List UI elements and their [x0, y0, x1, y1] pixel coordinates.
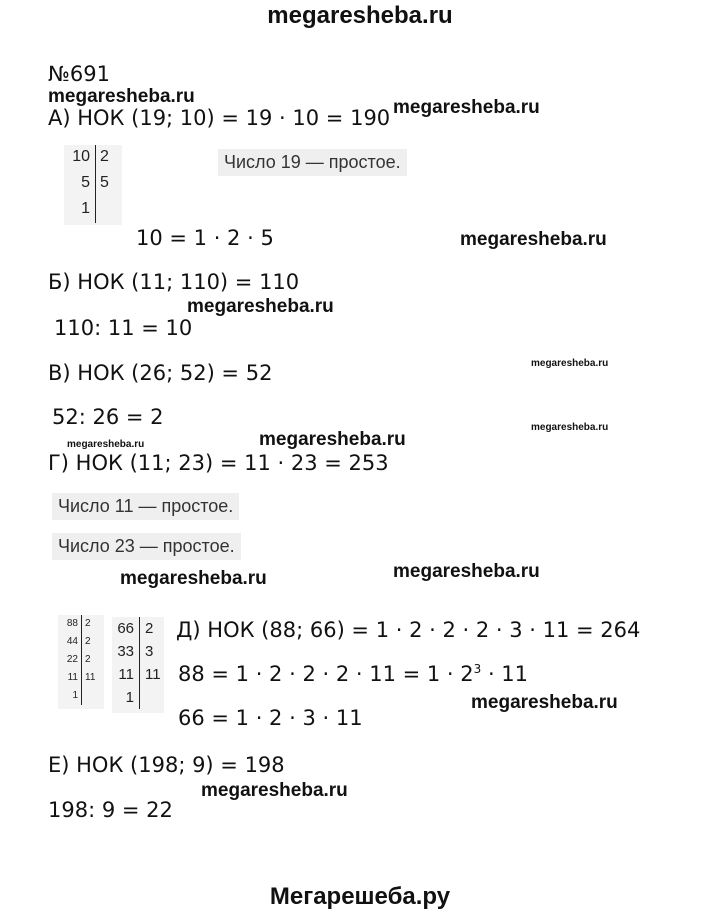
watermark: megaresheba.ru: [393, 97, 540, 118]
factor-divisor: [81, 687, 101, 705]
factor-table-10: [64, 145, 122, 225]
exponent: 3: [473, 662, 482, 676]
factor-value: 11: [118, 666, 134, 683]
factor-value: 10: [72, 148, 90, 165]
decomposition-88-main: 88 = 1 · 2 · 2 · 2 · 11 = 1 · 2: [178, 662, 474, 686]
watermark: megaresheba.ru: [187, 296, 334, 317]
factor-value: 22: [66, 654, 78, 665]
equation-d: Д) НОК (88; 66) = 1 · 2 · 2 · 2 · 3 · 11 = 264: [176, 618, 641, 642]
note-prime-19: Число 19 — простое.: [218, 149, 407, 176]
equation-e: Е) НОК (198; 9) = 198: [48, 753, 285, 777]
equation-g: Г) НОК (11; 23) = 11 · 23 = 253: [48, 451, 389, 475]
factor-divisor: 2: [81, 651, 101, 669]
factor-divisor: 11: [81, 669, 101, 687]
factor-divisor: 2: [81, 615, 101, 633]
equation-a: А) НОК (19; 10) = 19 · 10 = 190: [48, 106, 391, 130]
decomposition-66: 66 = 1 · 2 · 3 · 11: [178, 706, 363, 730]
factor-value: 44: [66, 636, 78, 647]
factor-value: 5: [81, 174, 90, 191]
watermark: megaresheba.ru: [531, 358, 609, 369]
problem-number: №691: [48, 62, 110, 86]
factor-value: 88: [66, 618, 78, 629]
factor-value: 1: [72, 690, 78, 701]
factor-divisor: [139, 686, 163, 709]
decomposition-88-tail: · 11: [481, 662, 529, 686]
watermark: megaresheba.ru: [393, 561, 540, 582]
note-prime-23: Число 23 — простое.: [52, 533, 241, 560]
watermark: megaresheba.ru: [201, 780, 348, 801]
site-header: megaresheba.ru: [267, 2, 453, 29]
check-e: 198: 9 = 22: [48, 798, 173, 822]
decomposition-88: [178, 662, 528, 686]
factor-table-88: [58, 615, 104, 709]
factor-value: 66: [117, 620, 134, 637]
factor-value: 11: [67, 672, 78, 683]
watermark: megaresheba.ru: [48, 86, 195, 107]
factor-divisor: 5: [95, 171, 120, 197]
watermark: megaresheba.ru: [259, 429, 406, 450]
factor-value: 1: [81, 200, 90, 217]
site-footer: Мегарешеба.ру: [269, 883, 451, 910]
factor-divisor: [95, 197, 120, 223]
watermark: megaresheba.ru: [471, 692, 618, 713]
factor-divisor: 2: [81, 633, 101, 651]
check-v: 52: 26 = 2: [52, 405, 164, 429]
equation-b: Б) НОК (11; 110) = 110: [48, 270, 300, 294]
factor-value: 33: [117, 643, 134, 660]
note-prime-11: Число 11 — простое.: [52, 493, 239, 520]
check-b: 110: 11 = 10: [54, 316, 193, 340]
watermark: megaresheba.ru: [531, 422, 609, 433]
watermark: megaresheba.ru: [67, 439, 145, 450]
watermark: megaresheba.ru: [460, 229, 607, 250]
factor-divisor: 2: [95, 145, 120, 171]
factor-divisor: 3: [139, 640, 163, 663]
factor-value: 1: [125, 689, 134, 706]
factor-divisor: 2: [139, 617, 163, 640]
factor-divisor: 11: [139, 663, 163, 686]
decomposition-10: 10 = 1 · 2 · 5: [136, 226, 274, 250]
factor-table-66: [112, 617, 164, 713]
watermark: megaresheba.ru: [120, 568, 267, 589]
equation-v: В) НОК (26; 52) = 52: [48, 361, 273, 385]
